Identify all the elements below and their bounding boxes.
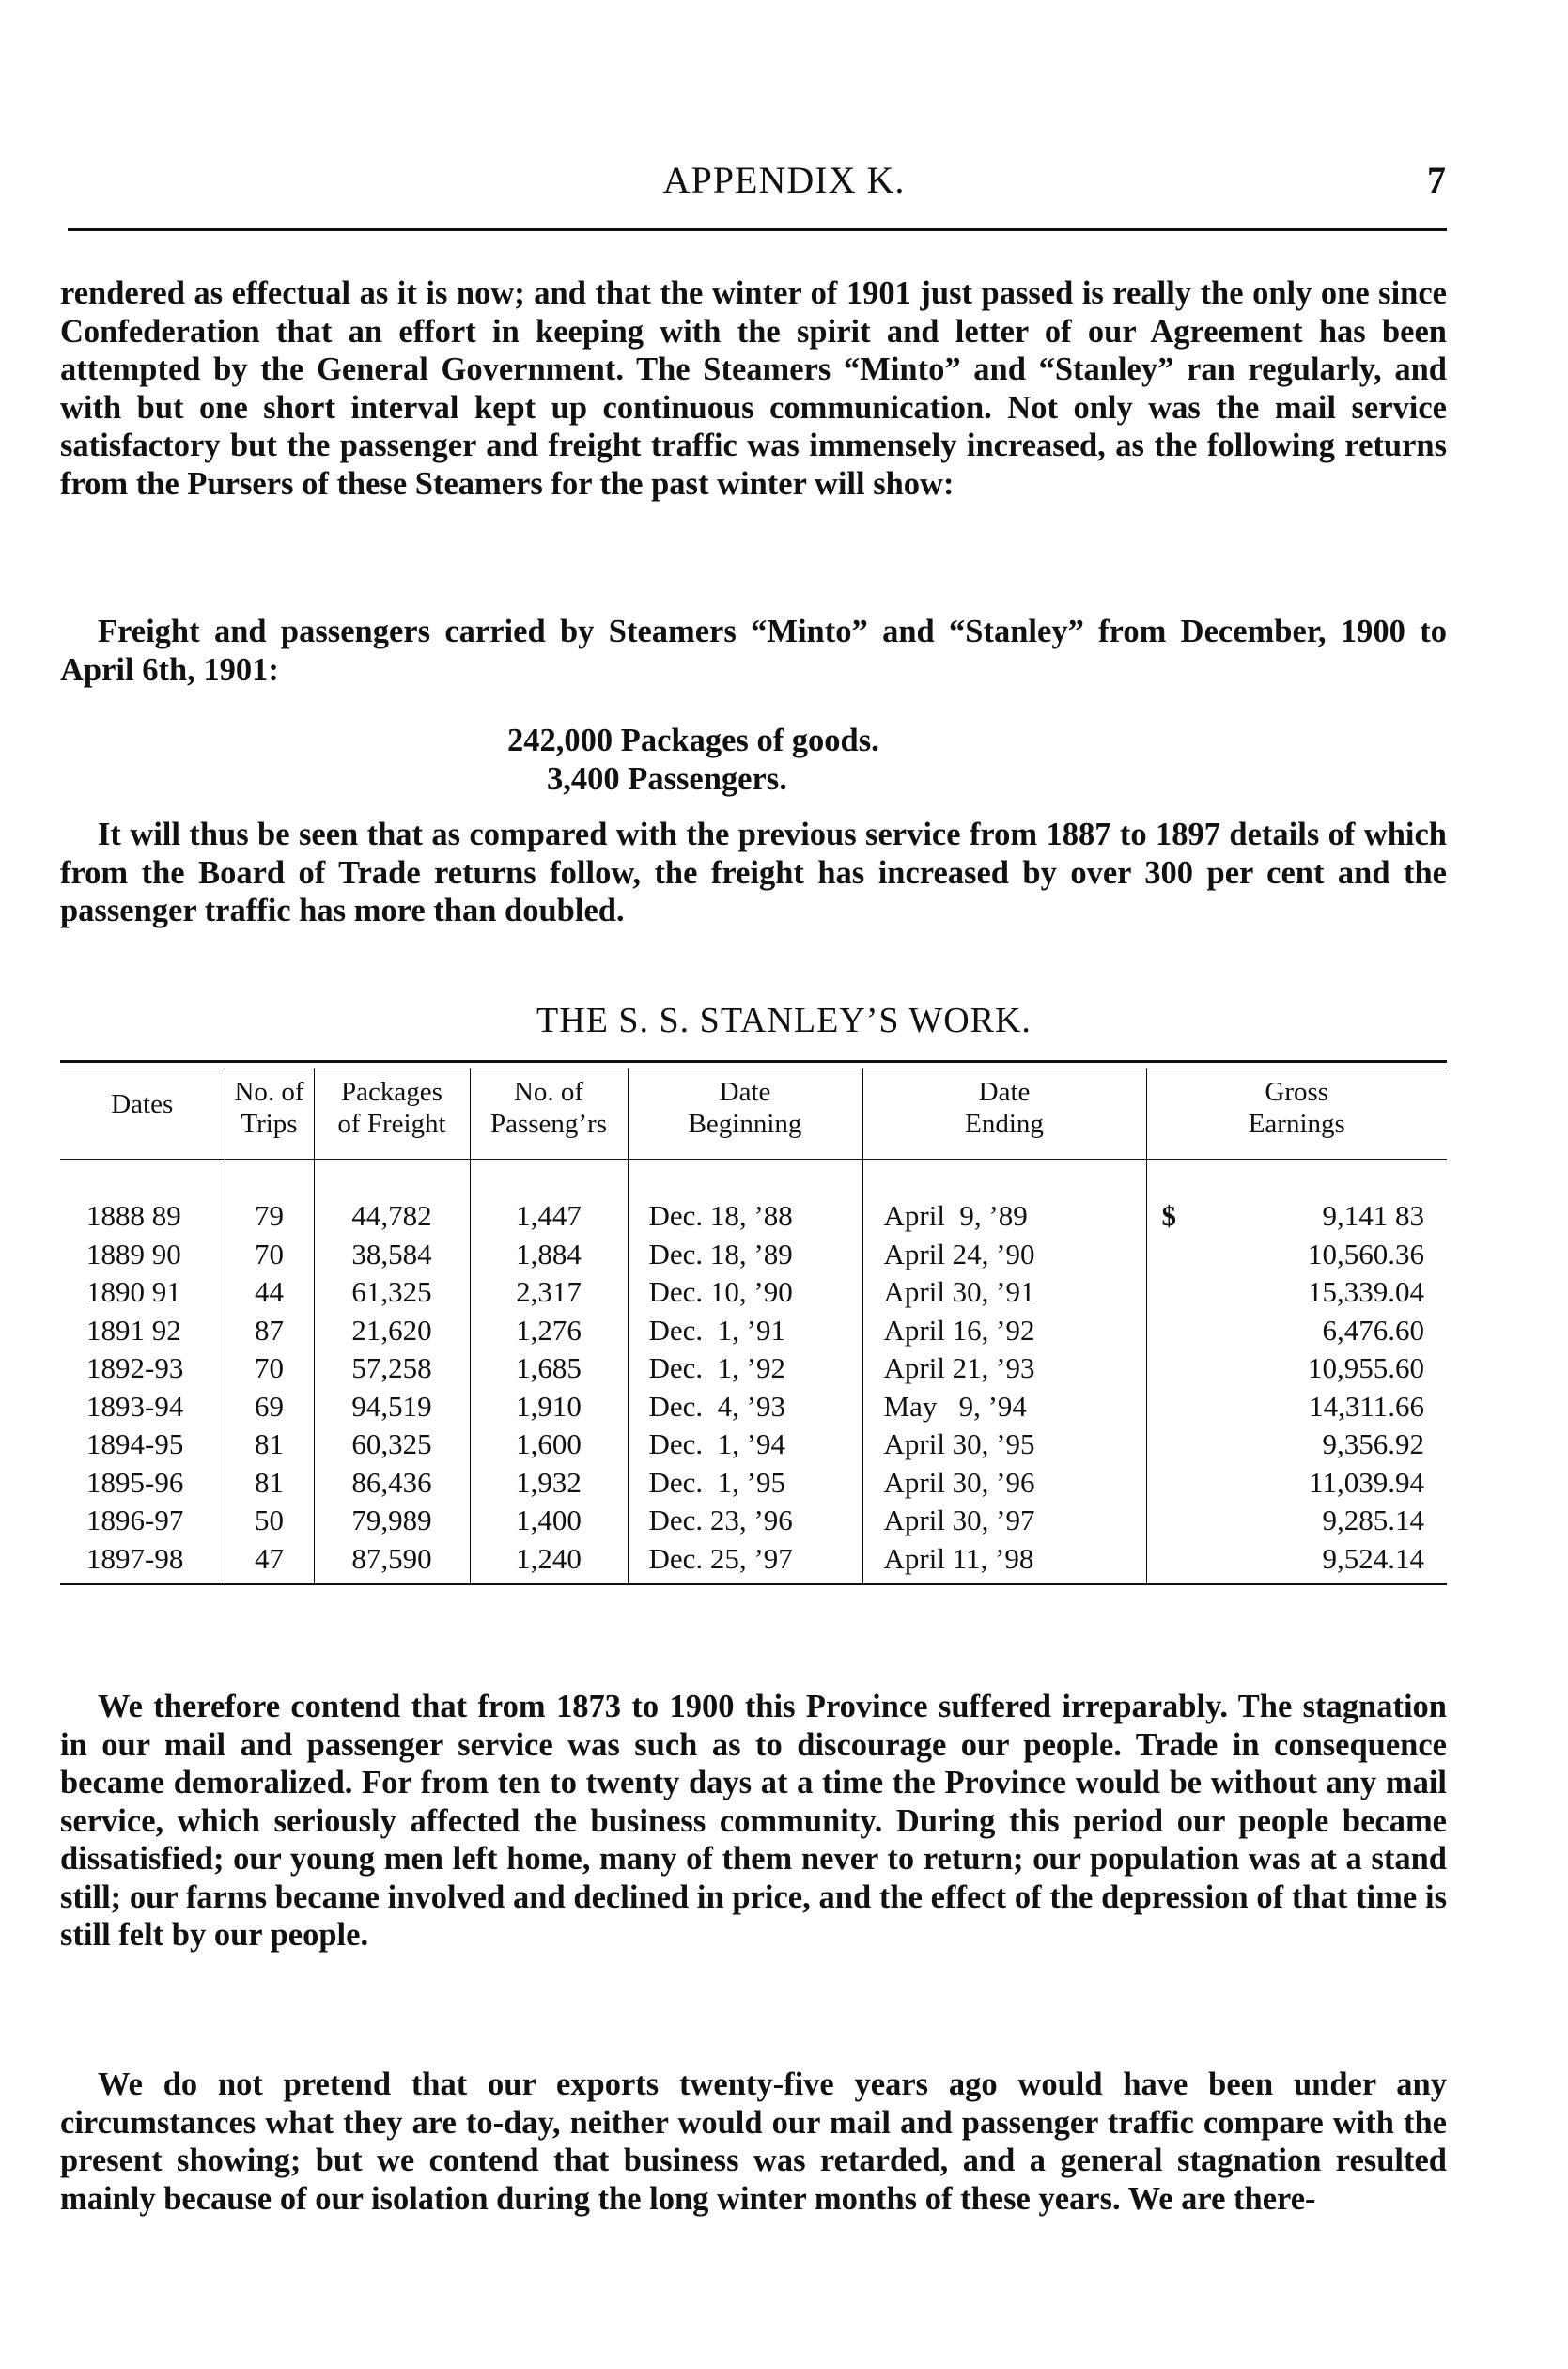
cell-passengers-value: 2,317 <box>516 1275 582 1308</box>
table-row <box>60 1312 1447 1350</box>
cell-date-ending <box>862 1349 1146 1388</box>
summary-passengers: 3,400 Passengers. <box>547 760 787 797</box>
cell-packages <box>314 1349 470 1388</box>
col-header-gross-earnings: Gross Earnings <box>1146 1068 1447 1160</box>
cell-gross-earnings-value: 9,356.92 <box>1322 1427 1424 1460</box>
cell-packages-value: 79,989 <box>351 1504 432 1536</box>
cell-dates-value: 1894-95 <box>86 1427 184 1460</box>
cell-date-ending-value: May 9, ’94 <box>883 1389 1027 1423</box>
cell-passengers-value: 1,600 <box>516 1427 582 1460</box>
table-row <box>60 1349 1447 1388</box>
header-rule <box>68 228 1447 231</box>
cell-passengers <box>470 1312 628 1350</box>
cell-passengers-value: 1,910 <box>516 1389 582 1423</box>
cell-dates-value: 1889 90 <box>86 1237 181 1270</box>
cell-trips <box>225 1388 314 1426</box>
cell-gross-earnings-value: 10,955.60 <box>1308 1351 1424 1384</box>
cell-passengers-value: 1,685 <box>516 1351 582 1384</box>
cell-date-beginning-value: Dec. 18, ’89 <box>648 1237 793 1270</box>
cell-gross-earnings <box>1146 1349 1447 1388</box>
cell-dates <box>60 1502 225 1540</box>
cell-date-ending <box>862 1388 1146 1426</box>
cell-trips <box>225 1312 314 1350</box>
cell-gross-earnings <box>1146 1197 1447 1236</box>
table-bottom-rule <box>60 1583 1447 1585</box>
cell-trips <box>225 1464 314 1503</box>
cell-packages-value: 44,782 <box>351 1199 432 1232</box>
cell-passengers-value: 1,932 <box>516 1465 582 1499</box>
cell-passengers <box>470 1349 628 1388</box>
cell-packages-value: 21,620 <box>351 1313 432 1347</box>
cell-passengers <box>470 1540 628 1584</box>
cell-passengers <box>470 1236 628 1274</box>
stanley-work-table <box>60 1068 1447 1583</box>
cell-trips <box>225 1349 314 1388</box>
paragraph-comparison: It will thus be seen that as compared with the previous service from 1887 to 1897 details of which from the Board of Trade returns follow, the freight has increased by over 300 per cent and the passenger traffic has more than doubled. <box>60 817 1447 928</box>
cell-gross-earnings-value: 11,039.94 <box>1309 1465 1424 1499</box>
cell-date-ending-value: April 30, ’96 <box>883 1465 1035 1499</box>
cell-date-beginning <box>628 1236 862 1274</box>
cell-gross-earnings-value: 10,560.36 <box>1308 1237 1424 1270</box>
page-number: 7 <box>1427 159 1446 201</box>
cell-date-ending <box>862 1236 1146 1274</box>
col-header-date-ending: Date Ending <box>862 1068 1146 1160</box>
cell-date-ending-value: April 30, ’95 <box>883 1427 1035 1460</box>
cell-passengers <box>470 1426 628 1464</box>
table-row <box>60 1426 1447 1464</box>
cell-gross-earnings <box>1146 1502 1447 1540</box>
cell-passengers <box>470 1197 628 1236</box>
cell-date-ending <box>862 1540 1146 1584</box>
table-title: THE S. S. STANLEY’S WORK. <box>536 1001 1032 1040</box>
cell-trips <box>225 1273 314 1312</box>
stanley-work-table-wrap <box>60 1060 1447 1585</box>
cell-dates <box>60 1236 225 1274</box>
running-head <box>0 158 1568 205</box>
cell-passengers-value: 1,447 <box>516 1199 582 1232</box>
cell-date-beginning <box>628 1273 862 1312</box>
cell-date-ending <box>862 1426 1146 1464</box>
table-spacer-row <box>60 1160 1447 1198</box>
cell-date-ending-value: April 11, ’98 <box>883 1541 1034 1575</box>
cell-packages <box>314 1312 470 1350</box>
cell-packages <box>314 1502 470 1540</box>
cell-passengers <box>470 1273 628 1312</box>
cell-date-ending <box>862 1464 1146 1503</box>
cell-dates-value: 1893-94 <box>86 1389 184 1423</box>
cell-packages-value: 94,519 <box>351 1389 432 1423</box>
cell-trips-value: 50 <box>255 1504 284 1536</box>
paragraph-continuation: rendered as effectual as it is now; and that the winter of 1901 just passed is really the only one since Confederation that an effort in keeping with the spirit and letter of our Agreement has been attempted by the General Government. The Steamers “Minto” and “Stanley” ran regularly, and with but one short interval kept up continuous communication. Not only was the mail service satisfactory but the passenger and freight traffic was immensely increased, as the following returns from the Pursers of these Steamers for the past winter will show: <box>60 275 1447 502</box>
cell-dates-value: 1888 89 <box>86 1199 181 1232</box>
cell-passengers <box>470 1464 628 1503</box>
cell-dates-value: 1896-97 <box>86 1504 184 1536</box>
cell-date-beginning-value: Dec. 1, ’95 <box>648 1465 785 1499</box>
cell-date-beginning <box>628 1349 862 1388</box>
cell-passengers-value: 1,400 <box>516 1504 582 1536</box>
cell-gross-earnings <box>1146 1312 1447 1350</box>
table-row <box>60 1464 1447 1503</box>
cell-trips <box>225 1540 314 1584</box>
cell-trips-value: 87 <box>255 1313 284 1347</box>
cell-dates <box>60 1388 225 1426</box>
cell-packages <box>314 1426 470 1464</box>
cell-date-ending-value: April 21, ’93 <box>883 1351 1035 1384</box>
cell-packages-value: 87,590 <box>351 1541 432 1575</box>
cell-trips <box>225 1197 314 1236</box>
cell-date-ending-value: April 16, ’92 <box>883 1313 1035 1347</box>
cell-passengers-value: 1,276 <box>516 1313 582 1347</box>
cell-gross-earnings-value: 14,311.66 <box>1309 1389 1424 1423</box>
cell-dates <box>60 1312 225 1350</box>
table-row <box>60 1236 1447 1274</box>
cell-date-beginning-value: Dec. 1, ’92 <box>648 1351 785 1384</box>
cell-date-ending <box>862 1273 1146 1312</box>
cell-passengers-value: 1,884 <box>516 1237 582 1270</box>
cell-packages-value: 61,325 <box>351 1275 432 1308</box>
cell-dates-value: 1892-93 <box>86 1351 184 1384</box>
freight-summary <box>507 722 879 798</box>
cell-dates <box>60 1426 225 1464</box>
cell-dates <box>60 1197 225 1236</box>
paragraph-province-suffered: We therefore contend that from 1873 to 1900 this Province suffered irreparably. The stagnation in our mail and passenger service was such as to discourage our people. Trade in consequence became demoralized. For from ten to twenty days at a time the Province would be without any mail service, which seriously affected the business community. During this period our people became dissatisfied; our young men left home, many of them never to return; our population was at a stand still; our farms became involved and declined in price, and the effect of the depression of that time is still felt by our people. <box>60 1689 1447 1953</box>
cell-date-ending <box>862 1197 1146 1236</box>
cell-trips <box>225 1426 314 1464</box>
cell-trips-value: 70 <box>255 1351 284 1384</box>
table-row <box>60 1273 1447 1312</box>
cell-date-beginning-value: Dec. 1, ’94 <box>648 1427 785 1460</box>
cell-gross-earnings-value: 9,524.14 <box>1322 1541 1424 1575</box>
cell-date-beginning <box>628 1388 862 1426</box>
cell-dates-value: 1895-96 <box>86 1465 184 1499</box>
cell-packages-value: 57,258 <box>351 1351 432 1384</box>
cell-gross-earnings <box>1146 1540 1447 1584</box>
cell-date-beginning-value: Dec. 25, ’97 <box>648 1541 793 1575</box>
cell-dates <box>60 1464 225 1503</box>
col-header-packages: Packages of Freight <box>314 1068 470 1160</box>
cell-packages <box>314 1388 470 1426</box>
cell-gross-earnings <box>1146 1464 1447 1503</box>
paragraph-freight-intro: Freight and passengers carried by Steamers “Minto” and “Stanley” from December, 1900 to April 6th, 1901: <box>60 614 1447 688</box>
cell-packages <box>314 1540 470 1584</box>
cell-date-beginning-value: Dec. 18, ’88 <box>648 1199 793 1232</box>
cell-date-beginning-value: Dec. 23, ’96 <box>648 1504 793 1536</box>
cell-gross-earnings <box>1146 1426 1447 1464</box>
cell-trips <box>225 1236 314 1274</box>
summary-packages: 242,000 Packages of goods. <box>507 723 879 758</box>
cell-trips-value: 69 <box>255 1389 284 1423</box>
cell-date-beginning <box>628 1197 862 1236</box>
col-header-dates: Dates <box>60 1068 225 1160</box>
table-top-rule <box>60 1060 1447 1068</box>
cell-trips-value: 79 <box>255 1199 284 1232</box>
cell-dates <box>60 1540 225 1584</box>
cell-gross-earnings <box>1146 1236 1447 1274</box>
cell-packages <box>314 1464 470 1503</box>
cell-trips-value: 44 <box>255 1275 284 1308</box>
cell-gross-earnings-value: 9,141 83 <box>1322 1199 1424 1232</box>
cell-trips-value: 70 <box>255 1237 284 1270</box>
table-row <box>60 1502 1447 1540</box>
cell-date-beginning-value: Dec. 10, ’90 <box>648 1275 793 1308</box>
cell-gross-earnings-value: 15,339.04 <box>1308 1275 1424 1308</box>
cell-date-beginning <box>628 1464 862 1503</box>
cell-dates-value: 1890 91 <box>86 1275 181 1308</box>
paragraph-exports: We do not pretend that our exports twenty-five years ago would have been under any circumstances what they are to-day, neither would our mail and passenger traffic compare with the present showing; but we contend that business was retarded, and a general stagnation resulted mainly because of our isolation during the long winter months of these years. We are there- <box>60 2066 1447 2217</box>
cell-packages-value: 60,325 <box>351 1427 432 1460</box>
cell-packages-value: 86,436 <box>351 1465 432 1499</box>
cell-date-ending <box>862 1502 1146 1540</box>
table-header-row <box>60 1068 1447 1160</box>
cell-date-ending-value: April 9, ’89 <box>883 1199 1028 1232</box>
cell-date-beginning-value: Dec. 1, ’91 <box>648 1313 785 1347</box>
cell-date-beginning <box>628 1540 862 1584</box>
cell-date-ending-value: April 30, ’97 <box>883 1504 1035 1536</box>
cell-passengers <box>470 1388 628 1426</box>
cell-trips-value: 81 <box>255 1465 284 1499</box>
table-row <box>60 1197 1447 1236</box>
cell-packages-value: 38,584 <box>351 1237 432 1270</box>
cell-dates-value: 1897-98 <box>86 1541 184 1575</box>
table-row <box>60 1388 1447 1426</box>
cell-date-beginning <box>628 1312 862 1350</box>
cell-date-beginning <box>628 1426 862 1464</box>
cell-gross-earnings-value: 9,285.14 <box>1322 1504 1424 1536</box>
cell-dates-value: 1891 92 <box>86 1313 181 1347</box>
cell-gross-earnings <box>1146 1388 1447 1426</box>
cell-passengers-value: 1,240 <box>516 1541 582 1575</box>
page-title: APPENDIX K. <box>662 159 906 201</box>
cell-trips <box>225 1502 314 1540</box>
cell-packages <box>314 1236 470 1274</box>
cell-gross-earnings <box>1146 1273 1447 1312</box>
cell-passengers <box>470 1502 628 1540</box>
col-header-passengers: No. of Passeng’rs <box>470 1068 628 1160</box>
cell-packages <box>314 1197 470 1236</box>
cell-dates <box>60 1349 225 1388</box>
cell-packages <box>314 1273 470 1312</box>
col-header-date-beginning: Date Beginning <box>628 1068 862 1160</box>
cell-date-beginning-value: Dec. 4, ’93 <box>648 1389 785 1423</box>
table-row <box>60 1540 1447 1584</box>
col-header-trips: No. of Trips <box>225 1068 314 1160</box>
cell-date-ending <box>862 1312 1146 1350</box>
cell-trips-value: 81 <box>255 1427 284 1460</box>
cell-date-beginning <box>628 1502 862 1540</box>
cell-dates <box>60 1273 225 1312</box>
cell-trips-value: 47 <box>255 1541 284 1575</box>
cell-date-ending-value: April 30, ’91 <box>883 1275 1035 1308</box>
currency-symbol: $ <box>1161 1199 1176 1232</box>
cell-date-ending-value: April 24, ’90 <box>883 1237 1035 1270</box>
cell-gross-earnings-value: 6,476.60 <box>1322 1313 1424 1347</box>
